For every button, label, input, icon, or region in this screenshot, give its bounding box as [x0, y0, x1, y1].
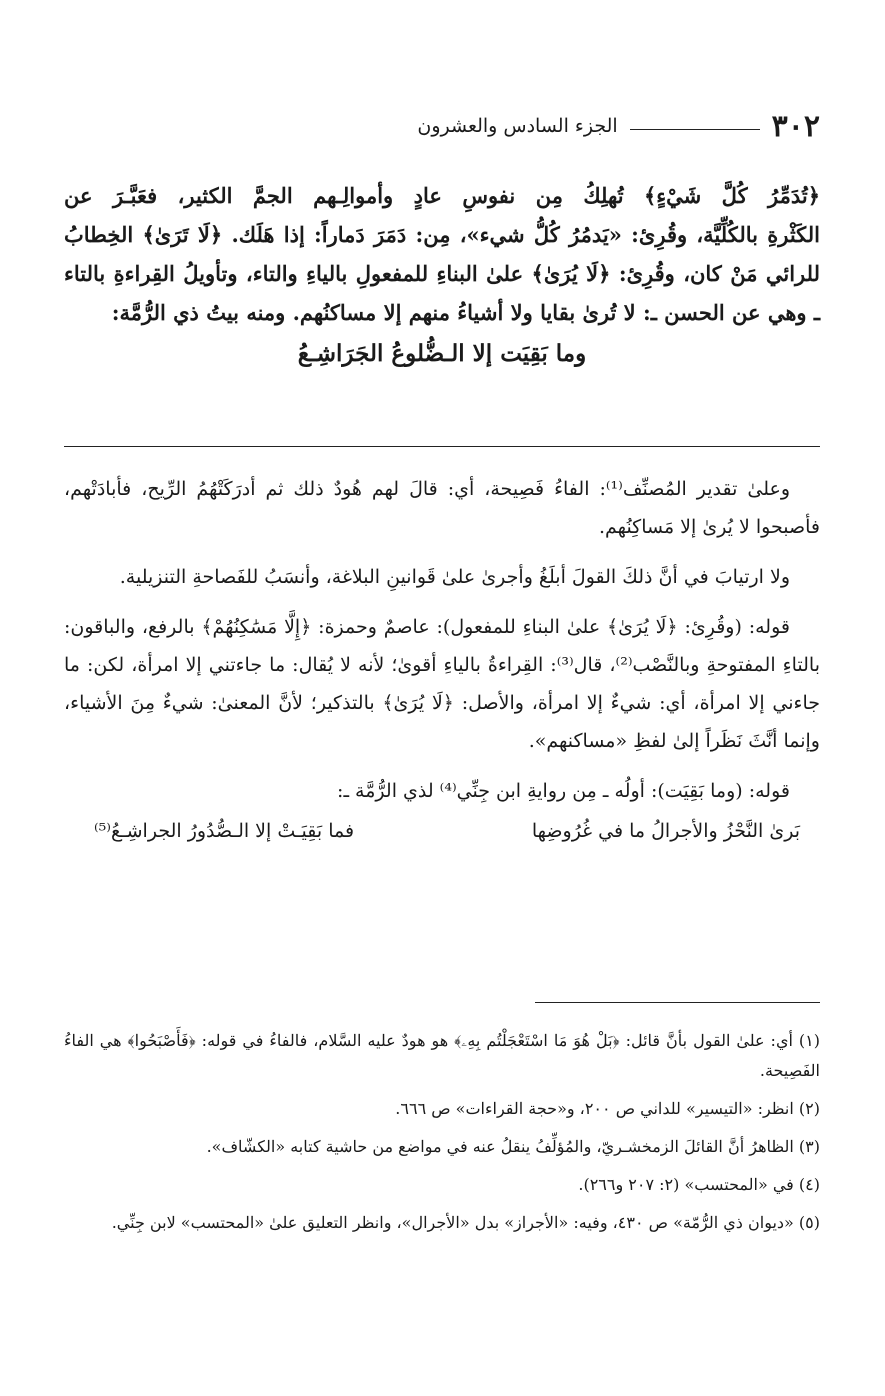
header-rule	[630, 129, 760, 130]
footnote-divider	[535, 1002, 820, 1003]
paragraph: وعلىٰ تقدير المُصنِّف⁽¹⁾: الفاءُ فَصِيحة، أي: قالَ لهم هُودٌ ذلك ثم أدرَكَتْهُمُ الرِّيح، فأبادَتْهم، فأصبحوا لا يُرىٰ إلا مَساكِنُهم.	[64, 478, 820, 538]
commentary-line: الكَثْرةِ بالكُلِّيَّة، وقُرِئ: «يَدمُرُ كُلُّ شيء»، مِن: دَمَرَ دَماراً: إذا هَلَك. ﴿لَا تَرَىٰ﴾ الخِطابُ	[64, 222, 820, 247]
paragraph: ولا ارتيابَ في أنَّ ذلكَ القولَ أبلَغُ وأجرىٰ علىٰ قَوانينِ البلاغة، وأنسَبُ للفَصاحةِ التنزيلية.	[119, 566, 790, 588]
footnote-2: (٢) انظر: «التيسير» للداني ص ٢٠٠، و«حجة القراءات» ص ٦٦٦.	[395, 1099, 820, 1118]
commentary-verse: وما بَقِيَت إلا الـضُّلوعُ الجَرَاشِـعُ	[297, 340, 587, 367]
paragraph: قوله: (وما بَقِيَت): أولُه ـ مِن روايةِ ابن جِنِّي⁽⁴⁾ لذي الرُّمَّة ـ:	[337, 780, 790, 802]
footnotes	[64, 1026, 820, 1246]
poem-verse	[64, 812, 820, 850]
footnote-4: (٤) في «المحتسب» (٢: ٢٠٧ و٢٦٦).	[578, 1175, 820, 1194]
main-text	[64, 470, 820, 850]
commentary-text	[64, 176, 820, 367]
footnote-1: (١) أي: علىٰ القول بأنَّ قائل: ﴿بَلْ هُوَ مَا اسْتَعْجَلْتُم بِهِۦ﴾ هو هودٌ عليه السَّلام، فالفاءُ في قوله: ﴿فَأَصْبَحُوا﴾ هي الفاءُ الفَصِيحة.	[64, 1031, 820, 1080]
commentary-line: ـ وهي عن الحسن ـ: لا تُرىٰ بقايا ولا أشياءُ منهم إلا مساكنُهم. ومنه بيتُ ذي الرُّمَّة:	[111, 300, 820, 325]
footnote-5: (٥) «ديوان ذي الرُّمّة» ص ٤٣٠، وفيه: «الأجراز» بدل «الأجرال»، وانظر التعليق علىٰ «المحتسب» لابن جِنِّي.	[111, 1213, 820, 1232]
commentary-line: للرائي مَنْ كان، وقُرِئ: ﴿لَا يُرَىٰ﴾ علىٰ البناءِ للمفعولِ بالياءِ والتاء، وتأويلُ القِراءةِ بالتاء	[64, 261, 820, 286]
page-header	[64, 104, 820, 148]
page-number: ٣٠٢	[771, 108, 820, 144]
poem-hemistich-first: بَرىٰ النَّحْزُ والأجرالُ ما في غُرُوضِها	[531, 820, 800, 842]
paragraph: قوله: (وقُرِئ: ﴿لَا يُرَىٰ﴾ علىٰ البناءِ للمفعول): عاصمٌ وحمزة: ﴿إِلَّا مَسَٰكِنُهُمْ﴾ بالرفع، والباقون: بالتاءِ المفتوحةِ وبالنَّصْب⁽²⁾، قال⁽³⁾: القِراءةُ بالياءِ أقوىٰ؛ لأنه لا يُقال: ما جاءتني إلا امرأة، لكن: ما جاءني إلا امرأة، أي: شيءٌ إلا امرأة، والأصل: ﴿لَا يُرَىٰ﴾ بالتذكير؛ لأنَّ المعنىٰ: شيءٌ مِنَ الأشياء، وإنما أنَّثَ نَظَراً إلىٰ لفظِ «مساكنهم».	[64, 616, 820, 752]
footnote-3: (٣) الظاهرُ أنَّ القائلَ الزمخشـريّ، والمُؤلِّفُ ينقلُ عنه في مواضع من حاشية كتابه «الكشّاف».	[206, 1137, 820, 1156]
section-divider	[64, 446, 820, 447]
poem-hemistich-second: فما بَقِيَـتْ إلا الـصُّدُورُ الجراشِـعُ⁽⁵⁾	[94, 820, 355, 842]
running-title: الجزء السادس والعشرون	[417, 115, 618, 137]
commentary-line: ﴿تُدَمِّرُ كُلَّ شَيْءٍ﴾ تُهلِكُ مِن نفوسِ عادٍ وأموالِـهم الجمَّ الكثير، فعَبَّـرَ عن	[64, 183, 820, 208]
